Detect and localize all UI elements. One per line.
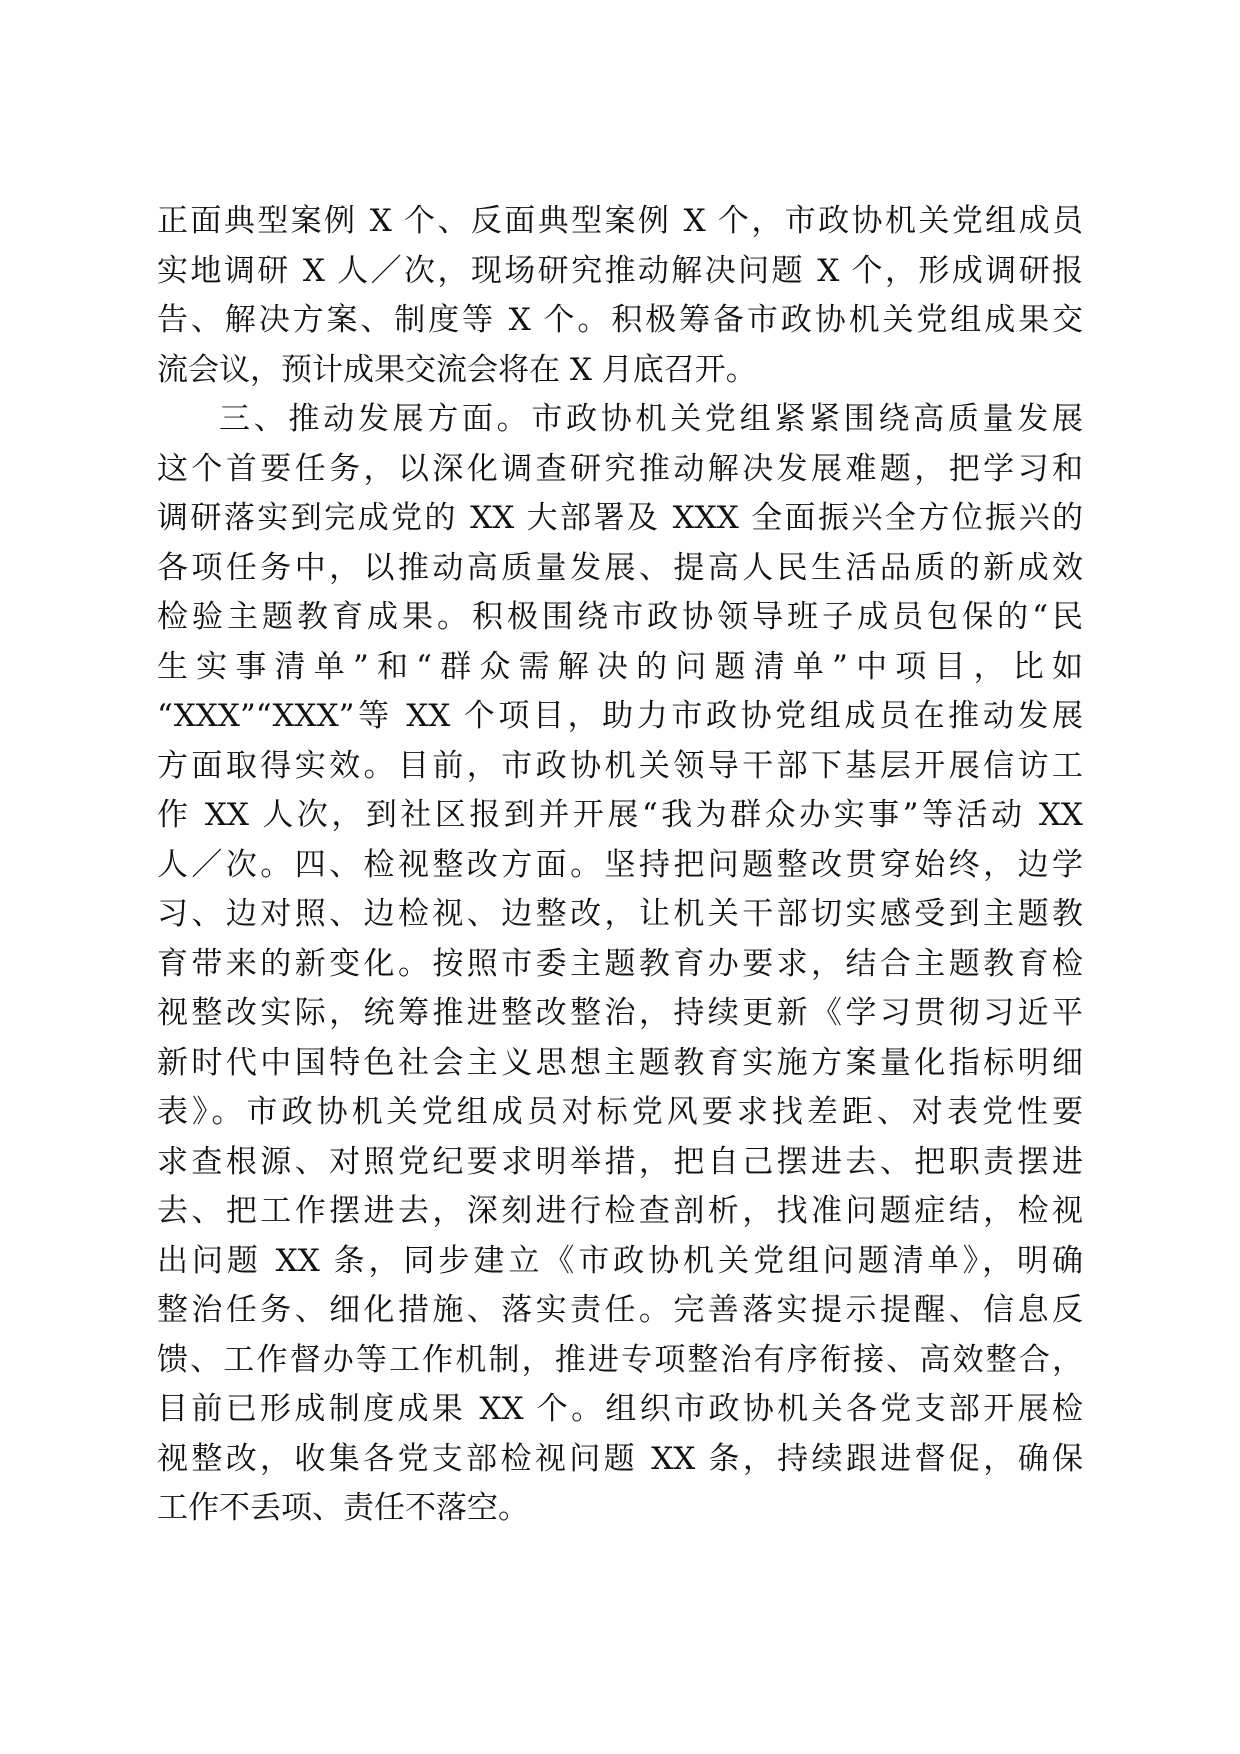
text-line: 检验主题教育成果。积极围绕市政协领导班子成员包保的“民 (157, 599, 1083, 635)
text-line: 馈、工作督办等工作机制，推进专项整治有序衔接、高效整合， (157, 1341, 1083, 1378)
text-line: 这个首要任务，以深化调查研究推动解决发展难题，把学习和 (157, 450, 1083, 487)
text-line: 生实事清单”和“群众需解决的问题清单”中项目，比如 (157, 648, 1083, 685)
text-line: 去、把工作摆进去，深刻进行检查剖析，找准问题症结，检视 (157, 1193, 1083, 1229)
text-line: 三、推动发展方面。市政协机关党组紧紧围绕高质量发展 (219, 401, 1083, 437)
text-line: 育带来的新变化。按照市委主题教育办要求，结合主题教育检 (157, 945, 1083, 982)
text-line: 视整改实际，统筹推进整改整治，持续更新《学习贯彻习近平 (157, 995, 1083, 1031)
text-line: 整治任务、细化措施、落实责任。完善落实提示提醒、信息反 (157, 1292, 1083, 1328)
text-line: 视整改，收集各党支部检视问题 XX 条，持续跟进督促，确保 (157, 1440, 1083, 1477)
text-line: 实地调研 X 人／次，现场研究推动解决问题 X 个，形成调研报 (157, 252, 1083, 289)
text-line: 调研落实到完成党的 XX 大部署及 XXX 全面振兴全方位振兴的 (157, 500, 1083, 536)
text-line: 新时代中国特色社会主义思想主题教育实施方案量化指标明细 (157, 1044, 1083, 1081)
body-text (157, 197, 1083, 1534)
text-line: 人／次。四、检视整改方面。坚持把问题整改贯穿始终，边学 (157, 846, 1083, 883)
text-line: 表》。市政协机关党组成员对标党风要求找差距、对表党性要 (157, 1094, 1083, 1130)
text-line: 告、解决方案、制度等 X 个。积极筹备市政协机关党组成果交 (157, 302, 1083, 338)
text-line: “XXX”“XXX”等 XX 个项目，助力市政协党组成员在推动发展 (157, 698, 1083, 734)
text-line: 作 XX 人次，到社区报到并开展“我为群众办实事”等活动 XX (157, 797, 1083, 833)
text-line: 各项任务中，以推动高质量发展、提高人民生活品质的新成效 (157, 549, 1083, 586)
text-line: 目前已形成制度成果 XX 个。组织市政协机关各党支部开展检 (157, 1391, 1083, 1427)
text-line: 求查根源、对照党纪要求明举措，把自己摆进去、把职责摆进 (157, 1143, 1083, 1180)
text-line: 习、边对照、边检视、边整改，让机关干部切实感受到主题教 (157, 896, 1083, 932)
text-line: 方面取得实效。目前，市政协机关领导干部下基层开展信访工 (157, 747, 1083, 784)
text-line: 出问题 XX 条，同步建立《市政协机关党组问题清单》，明确 (157, 1242, 1083, 1279)
text-line: 正面典型案例 X 个、反面典型案例 X 个，市政协机关党组成员 (157, 203, 1083, 239)
text-line: 流会议，预计成果交流会将在 X 月底召开。 (157, 351, 757, 388)
text-line: 工作不丢项、责任不落空。 (157, 1490, 529, 1526)
